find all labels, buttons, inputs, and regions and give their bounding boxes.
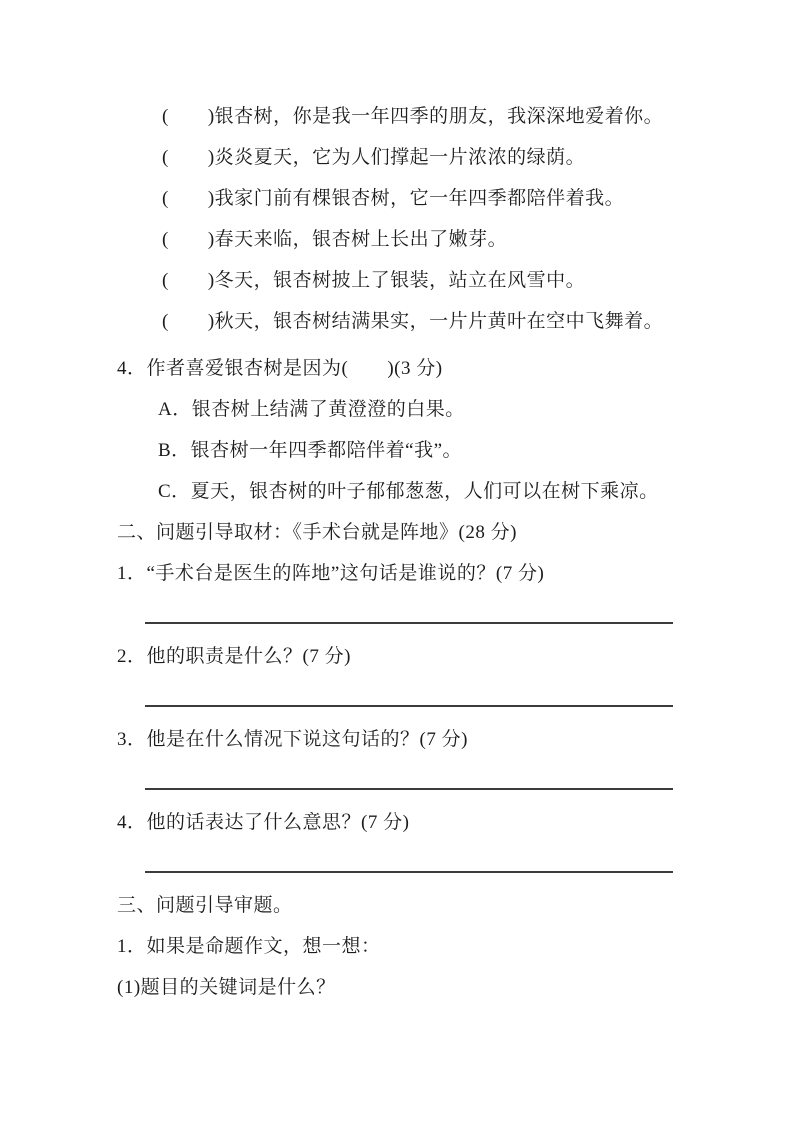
section-topic-analysis	[117, 885, 733, 1008]
question-4-option-b: B．银杏树一年四季都陪伴着“我”。	[158, 440, 463, 461]
topic-subitem-1: (1)题目的关键词是什么？	[117, 977, 336, 998]
question-4-stem: 4．作者喜爱银杏树是因为( )(3 分)	[117, 358, 443, 379]
answer-blank	[145, 788, 673, 790]
reading-question-3: 3．他是在什么情况下说这句话的？(7 分)	[117, 729, 468, 750]
section-two-heading: 二、问题引导取材：《手术台就是阵地》(28 分)	[117, 522, 517, 543]
section-ordering-exercise	[117, 96, 733, 512]
section-reading-questions	[117, 512, 733, 873]
ordering-item: ( )秋天，银杏树结满果实，一片片黄叶在空中飞舞着。	[162, 311, 664, 332]
ordering-item: ( )银杏树，你是我一年四季的朋友，我深深地爱着你。	[162, 106, 664, 127]
reading-question-2: 2．他的职责是什么？(7 分)	[117, 646, 351, 667]
question-4-option-c: C．夏天，银杏树的叶子郁郁葱葱，人们可以在树下乘凉。	[158, 481, 659, 502]
answer-blank	[145, 622, 673, 624]
ordering-item: ( )春天来临，银杏树上长出了嫩芽。	[162, 229, 508, 250]
reading-question-1: 1．“手术台是医生的阵地”这句话是谁说的？(7 分)	[117, 563, 545, 584]
answer-blank	[145, 871, 673, 873]
ordering-item: ( )冬天，银杏树披上了银装，站立在风雪中。	[162, 270, 586, 291]
ordering-item: ( )我家门前有棵银杏树，它一年四季都陪伴着我。	[162, 188, 625, 209]
question-4-option-a: A．银杏树上结满了黄澄澄的白果。	[158, 399, 465, 420]
topic-item-1: 1．如果是命题作文，想一想：	[117, 936, 381, 957]
section-three-heading: 三、问题引导审题。	[117, 895, 293, 916]
answer-blank	[145, 705, 673, 707]
reading-question-4: 4．他的话表达了什么意思？(7 分)	[117, 812, 410, 833]
ordering-item: ( )炎炎夏天，它为人们撑起一片浓浓的绿荫。	[162, 147, 586, 168]
